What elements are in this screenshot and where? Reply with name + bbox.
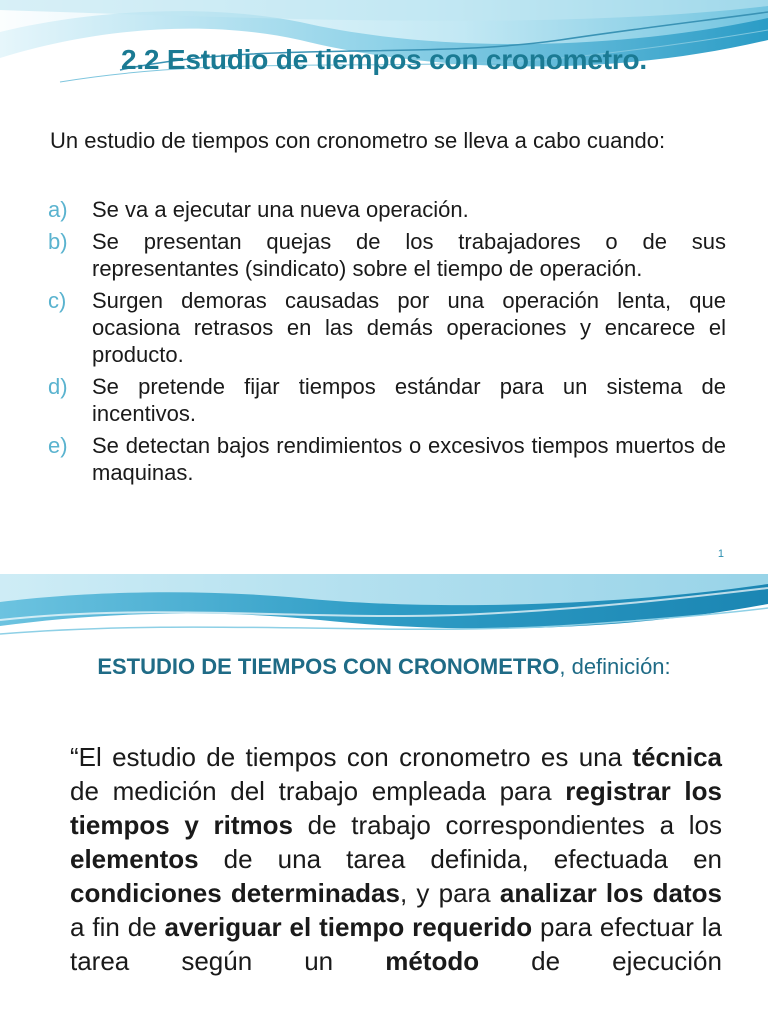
page-number: 1 xyxy=(717,548,724,560)
slide-2 xyxy=(0,574,768,1024)
list-item-text: Surgen demoras causadas por una operación lenta, que ocasiona retrasos en las demás operaciones y encarece el producto. xyxy=(92,288,726,367)
quote-keyword: registrar los tiempos y ritmos xyxy=(70,776,722,840)
slide-title: 2.2 Estudio de tiempos con cronometro. xyxy=(120,44,648,75)
definition-title-bold: ESTUDIO DE TIEMPOS CON CRONOMETRO xyxy=(97,654,560,679)
quote-segment: “El estudio de tiempos con cronometro es una xyxy=(70,742,633,772)
quote-segment: , y para xyxy=(399,878,500,908)
list-item-text: Se pretende fijar tiempos estándar para un sistema de incentivos. xyxy=(92,374,726,426)
definition-quote xyxy=(70,740,722,978)
definition-title-rest: , definición: xyxy=(559,654,671,679)
quote-segment: de ejecución xyxy=(479,946,722,976)
wave-header-decoration xyxy=(0,574,768,644)
list-item xyxy=(48,196,726,223)
quote-segment: de trabajo correspondientes a los xyxy=(292,810,722,840)
list-item-text: Se detectan bajos rendimientos o excesivos tiempos muertos de maquinas. xyxy=(92,433,726,485)
quote-segment: de una tarea definida, efectuada en xyxy=(198,844,722,874)
list-item xyxy=(48,228,726,282)
list-marker: b) xyxy=(48,229,68,254)
quote-keyword: analizar los datos xyxy=(499,878,723,908)
quote-segment: a fin de xyxy=(70,912,165,942)
quote-segment: de medición del trabajo empleada para xyxy=(70,776,566,806)
list-item xyxy=(48,287,726,368)
quote-keyword: técnica xyxy=(632,742,722,772)
quote-segment: para efectuar la tarea según un xyxy=(70,912,722,976)
conditions-list xyxy=(48,196,726,491)
intro-text: Un estudio de tiempos con cronometro se lleva a cabo cuando: xyxy=(50,128,666,153)
quote-keyword: método xyxy=(385,946,480,976)
list-marker: d) xyxy=(48,374,68,399)
quote-keyword: averiguar el tiempo requerido xyxy=(164,912,533,942)
quote-keyword: condiciones determinadas xyxy=(70,878,400,908)
list-item-text: Se va a ejecutar una nueva operación. xyxy=(92,197,469,222)
definition-title xyxy=(0,654,768,680)
list-marker: c) xyxy=(48,288,67,313)
list-item xyxy=(48,432,726,486)
list-marker: e) xyxy=(48,433,68,458)
list-item-text: Se presentan quejas de los trabajadores o de sus representantes (sindicato) sobre el tiempo de operación. xyxy=(92,229,726,281)
list-marker: a) xyxy=(48,197,68,222)
quote-keyword: elementos xyxy=(70,844,199,874)
list-item xyxy=(48,373,726,427)
